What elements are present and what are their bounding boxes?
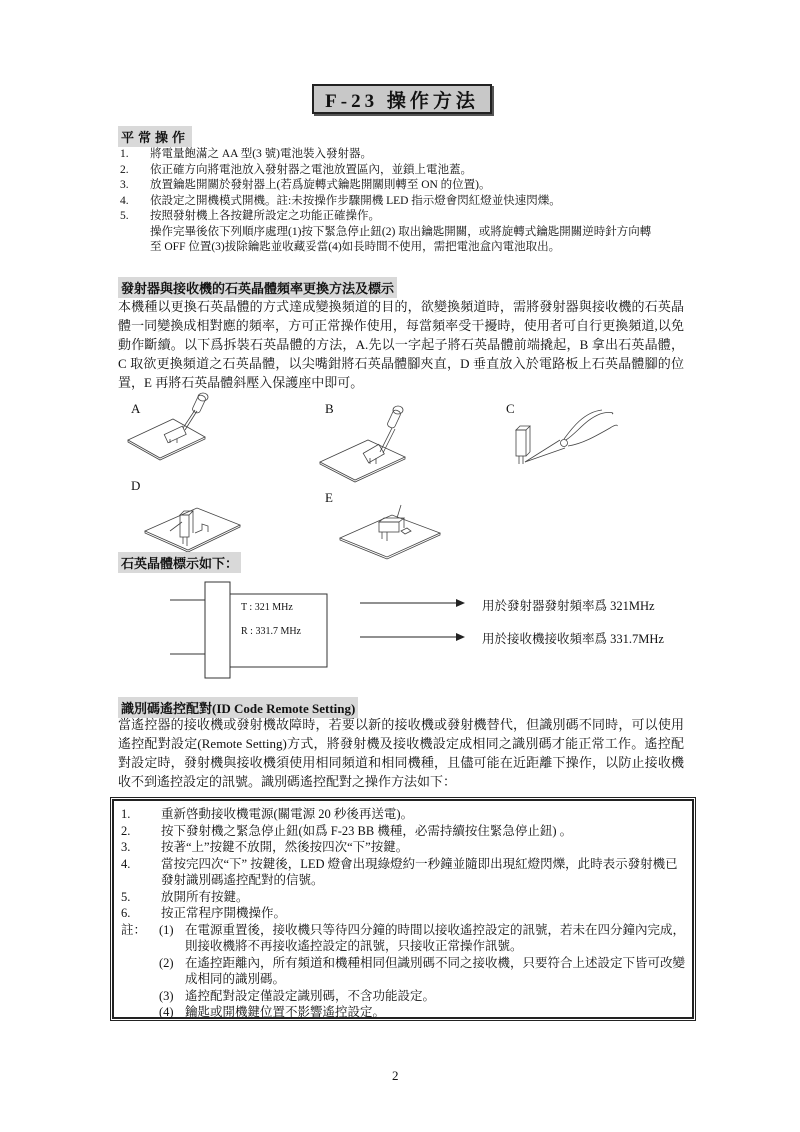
id-code-paragraph: 當遙控器的接收機或發射機故障時，若要以新的接收機或發射機替代，但識別碼不同時，可以使用遙控配對設定(Remote Setting)方式，將發射機及接收機設定成相同之識別碼才能正常工作。遙控配對設定時，發射機與接收機須使用相同頻道和相同機種，且儘可能在近距離下操作，以防止接收機收不到遙控設定的訊號。識別碼遙控配對之操作方法如下： [118,717,684,789]
note-text: 鑰匙或開機鍵位置不影響遙控設定。 [185,1005,386,1019]
pliers-icon [500,400,620,480]
step-number: 2. [121,823,131,838]
step-item [121,806,685,823]
item-number: 4. [120,194,129,207]
figure-label-e: E [325,490,333,505]
step-text: 當按完四次“下” 按鍵後，LED 燈會出現綠燈約一秒鐘並隨即出現紅燈閃爍，此時表示發射機已發射識別碼遙控配對的信號。 [161,856,678,887]
note-number: (3) [159,988,174,1003]
screwdriver-pry-icon [125,390,245,470]
figure-label-a: A [131,401,141,416]
step-item [121,905,685,922]
after-use-note-line2: 至 OFF 位置(3)拔除鑰匙並收藏妥當(4)如長時間不使用，需把電池盒內電池取出。 [150,241,561,253]
note-number: (1) [159,922,174,937]
step-text: 按著“上”按鍵不放開，然後按四次“下”按鍵。 [161,840,409,854]
arrow-head-receive [456,633,465,641]
receive-frequency-text: 用於接收機接收頻率爲 331.7MHz [482,632,664,646]
notes-label: 註： [121,922,147,937]
after-use-note-line1: 操作完畢後依下列順序處理(1)按下緊急停止鈕(2) 取出鑰匙開關，或將旋轉式鑰匙開關逆時針方向轉 [150,225,652,238]
item-text: 放置鑰匙開關於發射器上(若爲旋轉式鑰匙開關則轉至 ON 的位置)。 [150,179,491,191]
note-text: 遙控配對設定僅設定識別碼，不含功能設定。 [185,988,436,1003]
crystal-press-icon [335,495,475,565]
note-number: (2) [159,955,174,970]
document-title: F-23 操作方法 [312,84,492,114]
note-item [121,955,685,988]
screwdriver-remove-icon [300,400,440,490]
arrow-head-transmit [456,599,465,607]
step-item [121,856,685,889]
item-number: 5. [120,210,129,222]
step-number: 1. [121,807,131,821]
list-item [120,209,690,225]
section-heading-crystal-marking: 石英晶體標示如下： [118,552,241,573]
note-item [121,922,685,955]
step-item [121,823,685,840]
note-item [121,1004,685,1021]
item-text: 依正確方向將電池放入發射器之電池放置區內，並鎖上電池蓋。 [150,163,472,176]
transmit-frequency-text: 用於發射器發射頻率爲 321MHz [482,599,655,613]
note-item [121,988,685,1005]
figure-label-d: D [131,478,141,493]
item-number: 3. [120,179,129,191]
section-heading-crystal-replacement: 發射器與接收機的石英晶體頻率更換方法及標示 [118,277,397,298]
item-text: 依設定之開機模式開機。註:未按操作步驟開機 LED 指示燈會閃紅燈並快速閃爍。 [150,194,561,207]
arrows [360,595,470,645]
item-text: 將電量飽滿之 AA 型(3 號)電池裝入發射器。 [150,148,373,160]
id-code-steps-box [110,797,696,1021]
section-heading-id-code: 識別碼遙控配對(ID Code Remote Setting) [118,697,358,718]
step-item [121,889,685,906]
crystal-label-transmit: T : 321 MHz [241,602,293,613]
step-number: 6. [121,906,131,920]
page-number: 2 [392,1068,399,1083]
list-item [120,194,690,210]
note-text: 在遙控距離內，所有頻道和機種相同但識別碼不同之接收機，只要符合上述設定下皆可改變成相同的識別碼。 [185,955,686,986]
section-heading-normal-operation: 平常操作 [118,126,192,147]
list-item [120,163,690,179]
item-number: 2. [120,163,129,176]
crystal-insert-icon [140,478,270,558]
step-text: 重新啓動接收機電源(關電源 20 秒後再送電)。 [161,807,414,821]
crystal-replacement-paragraph: 本機種以更換石英晶體的方式達成變換頻道的目的，欲變換頻道時，需將發射器與接收機的石英晶體一同變換成相對應的頻率，方可正常操作使用，每當頻率受干擾時，使用者可自行更換頻道,以免動作斷續。以下爲拆裝石英晶體的方法，A.先以一字起子將石英晶體前端撬起，B 拿出石英晶體，C 取欲更換頻道之石英晶體，以尖嘴鉗將石英晶體腳夾直，D 垂直放入於電路板上石英晶體腳的位置，E 再將石英晶體斜壓入保護座中即可。 [118,299,684,390]
item-text: 按照發射機上各按鍵所設定之功能正確操作。 [150,210,380,222]
step-text: 按下發射機之緊急停止鈕(如爲 F-23 BB 機種，必需持續按住緊急停止鈕) 。 [161,823,573,838]
crystal-diagram [160,570,340,680]
step-number: 4. [121,856,131,871]
crystal-base [205,582,230,678]
list-item [120,147,690,163]
normal-operation-list [120,147,690,256]
figure-label-c: C [506,401,515,416]
note-number: (4) [159,1005,174,1019]
step-number: 3. [121,840,131,854]
step-text: 放開所有按鍵。 [161,889,249,904]
step-number: 5. [121,889,131,904]
figure-label-b: B [325,401,334,416]
list-item-continuation [120,225,690,241]
step-text: 按正常程序開機操作。 [161,906,287,920]
item-number: 1. [120,148,129,160]
step-item [121,839,685,856]
list-item [120,178,690,194]
crystal-label-receive: R : 331.7 MHz [241,626,301,637]
note-text: 在電源重置後，接收機只等待四分鐘的時間以接收遙控設定的訊號，若未在四分鐘內完成，則接收機將不再接收遙控設定的訊號，只接收正常操作訊號。 [185,922,686,953]
list-item-continuation [120,240,690,256]
